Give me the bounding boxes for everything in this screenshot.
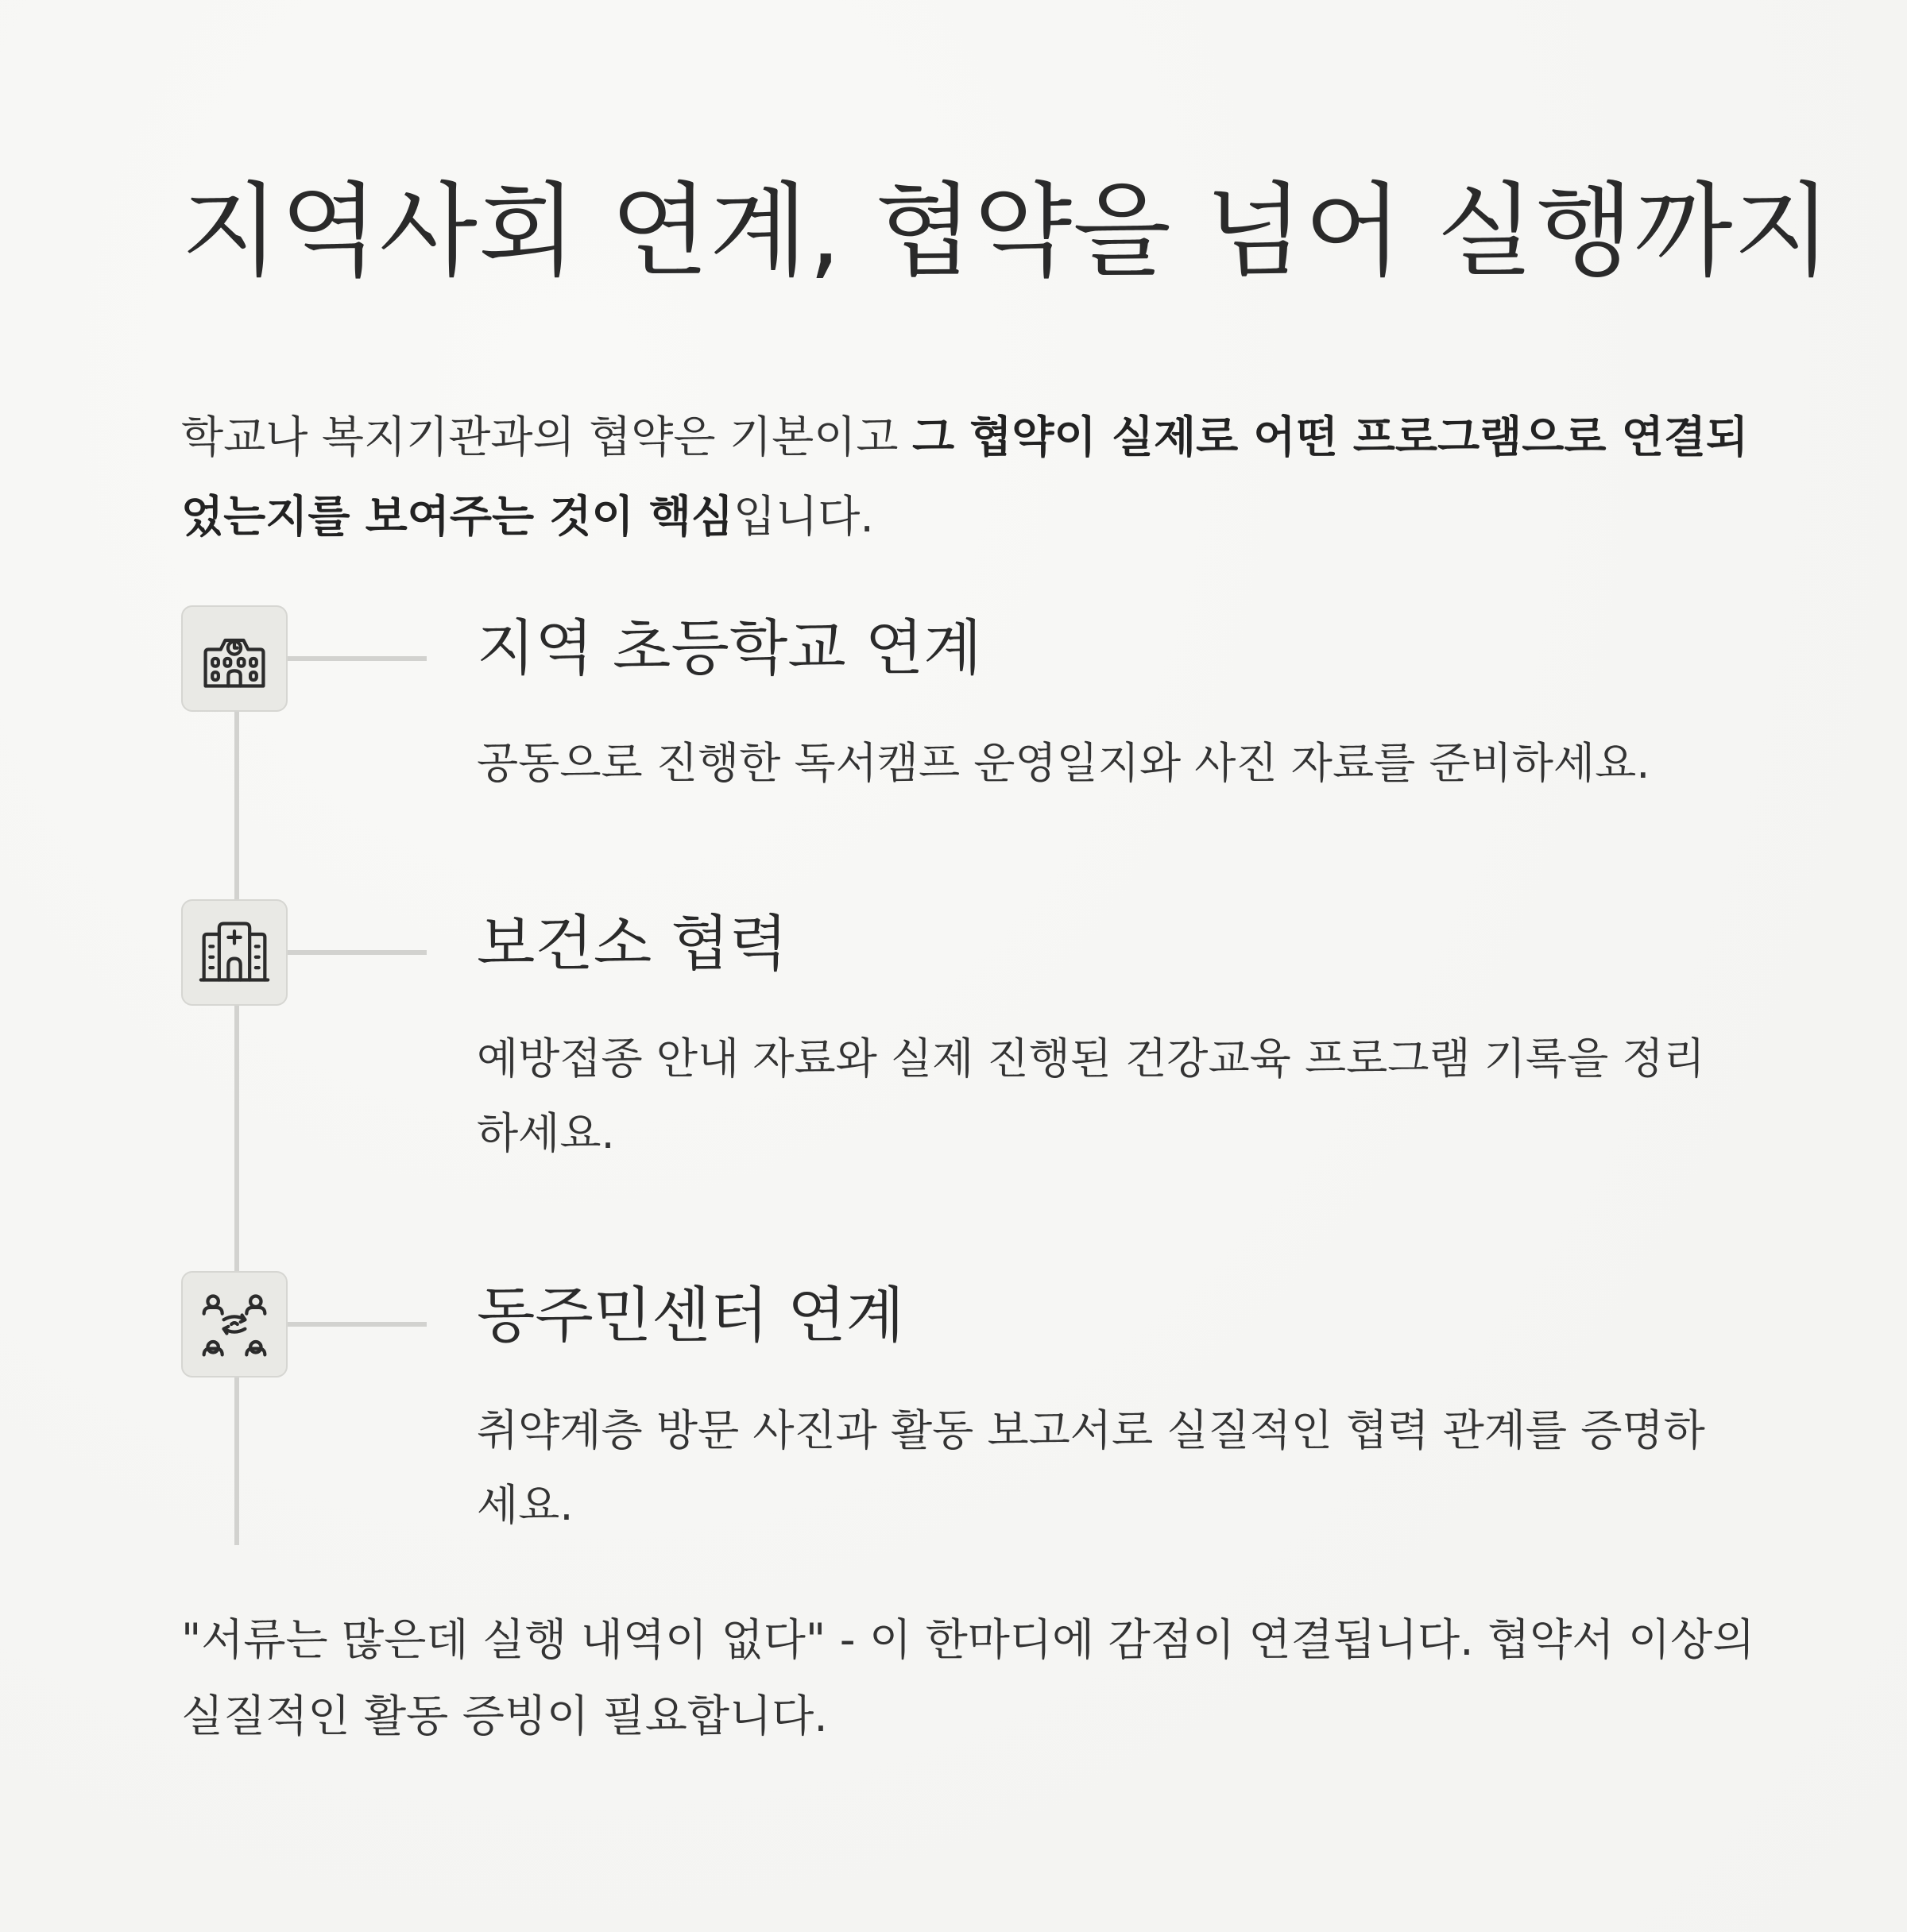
intro-paragraph bbox=[181, 397, 1754, 556]
timeline-connector bbox=[288, 656, 427, 661]
intro-text: 학교나 복지기관과의 협약은 기본이고 bbox=[181, 412, 913, 462]
intro-emphasis: 그 협약이 실제로 어떤 프로그램으로 연결되었는지를 보여주는 것이 핵심 bbox=[181, 412, 1749, 542]
page-title: 지역사회 연계, 협약을 넘어 실행까지 bbox=[181, 172, 1833, 291]
item-desc-community: 취약계층 방문 사진과 활동 보고서로 실질적인 협력 관계를 증명하세요. bbox=[477, 1405, 1705, 1530]
timeline-line bbox=[234, 699, 239, 1545]
community-network-icon bbox=[181, 1271, 288, 1378]
item-desc-hospital: 예방접종 안내 자료와 실제 진행된 건강교육 프로그램 기록을 정리하세요. bbox=[477, 1034, 1705, 1158]
item-title-school: 지역 초등학교 연계 bbox=[477, 612, 982, 683]
item-title-community: 동주민센터 연계 bbox=[477, 1280, 905, 1350]
item-desc-school: 공동으로 진행한 독서캠프 운영일지와 사진 자료를 준비하세요. bbox=[477, 738, 1650, 788]
item-title-hospital: 보건소 협력 bbox=[477, 908, 788, 979]
timeline-connector bbox=[288, 1322, 427, 1327]
footer-note: "서류는 많은데 실행 내역이 없다" - 이 한마디에 감점이 연결됩니다. 협약서 이상의 실질적인 활동 증빙이 필요합니다. bbox=[181, 1614, 1755, 1741]
school-icon bbox=[181, 605, 288, 712]
hospital-icon bbox=[181, 899, 288, 1006]
intro-text-end: 입니다. bbox=[733, 491, 874, 542]
timeline-connector bbox=[288, 950, 427, 955]
